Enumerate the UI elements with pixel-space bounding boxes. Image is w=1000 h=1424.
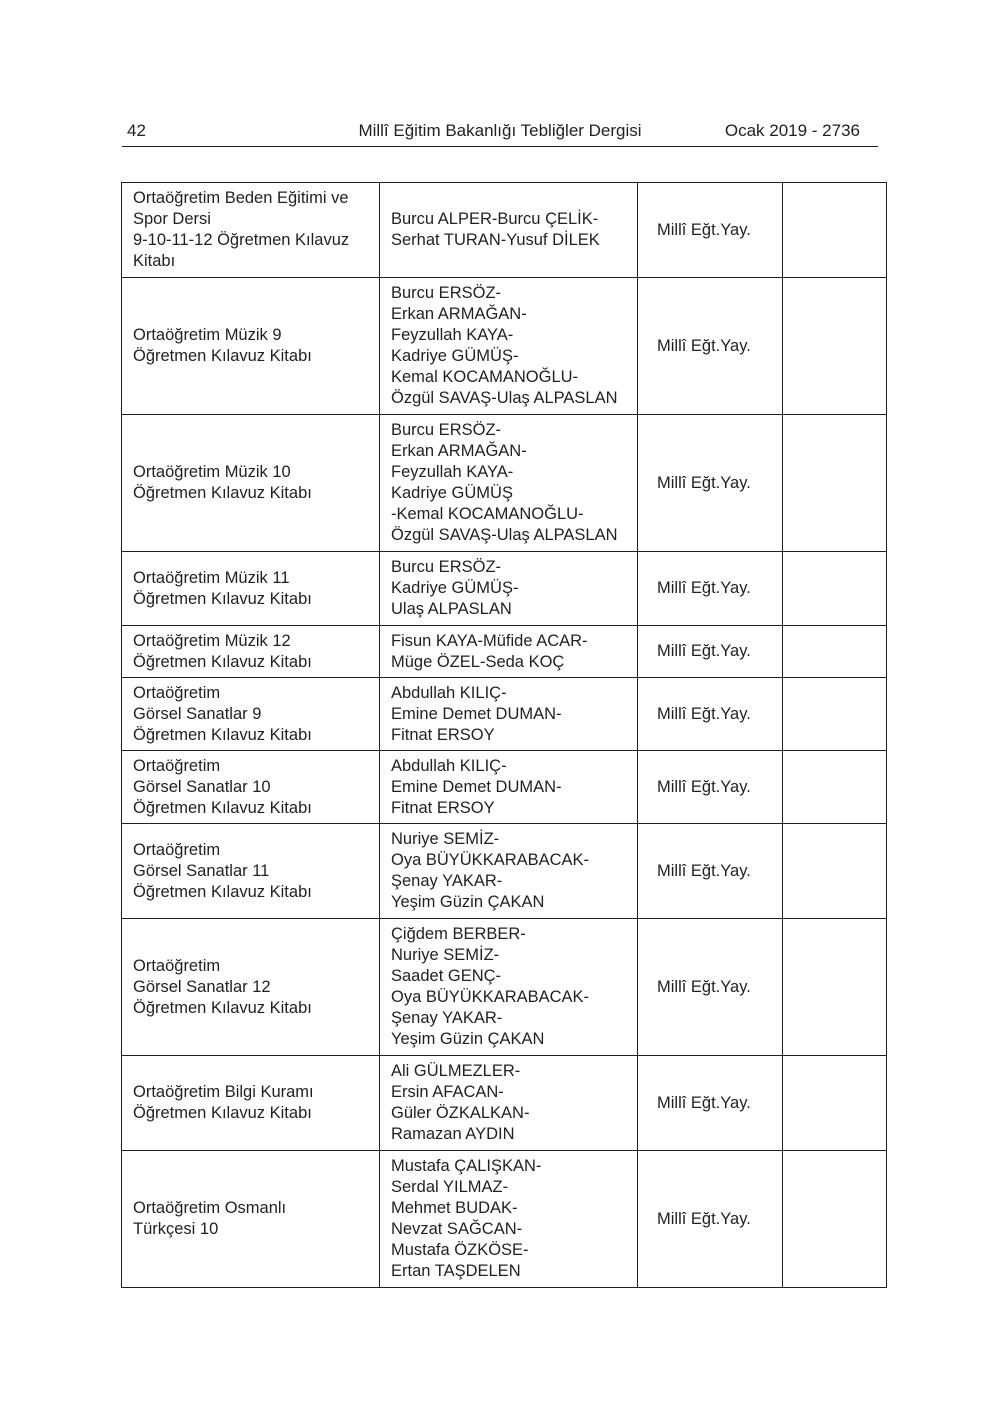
book-title-cell: Ortaöğretim Görsel Sanatlar 9 Öğretmen Kılavuz Kitabı <box>122 678 380 751</box>
publisher-cell: Millî Eğt.Yay. <box>638 1151 783 1288</box>
table-row <box>122 278 887 415</box>
publisher-cell: Millî Eğt.Yay. <box>638 824 783 919</box>
authors-cell: Burcu ERSÖZ- Erkan ARMAĞAN- Feyzullah KAYA- Kadriye GÜMÜŞ -Kemal KOCAMANOĞLU- Özgül SAVAŞ-Ulaş ALPASLAN <box>380 415 638 552</box>
page-number: 42 <box>127 121 146 140</box>
notes-cell <box>783 552 887 626</box>
table-row <box>122 626 887 678</box>
authors-cell: Burcu ERSÖZ- Erkan ARMAĞAN- Feyzullah KAYA- Kadriye GÜMÜŞ- Kemal KOCAMANOĞLU- Özgül SAVAŞ-Ulaş ALPASLAN <box>380 278 638 415</box>
notes-cell <box>783 824 887 919</box>
table-row <box>122 919 887 1056</box>
publisher-cell: Millî Eğt.Yay. <box>638 278 783 415</box>
authors-cell: Ali GÜLMEZLER- Ersin AFACAN- Güler ÖZKALKAN- Ramazan AYDIN <box>380 1056 638 1151</box>
book-title-cell: Ortaöğretim Görsel Sanatlar 10 Öğretmen Kılavuz Kitabı <box>122 751 380 824</box>
table-body <box>122 183 887 1288</box>
book-title-cell: Ortaöğretim Müzik 12 Öğretmen Kılavuz Kitabı <box>122 626 380 678</box>
book-title-cell: Ortaöğretim Beden Eğitimi ve Spor Dersi 9-10-11-12 Öğretmen Kılavuz Kitabı <box>122 183 380 278</box>
publisher-cell: Millî Eğt.Yay. <box>638 919 783 1056</box>
book-title-cell: Ortaöğretim Görsel Sanatlar 11 Öğretmen Kılavuz Kitabı <box>122 824 380 919</box>
publisher-cell: Millî Eğt.Yay. <box>638 415 783 552</box>
authors-cell: Abdullah KILIÇ- Emine Demet DUMAN- Fitnat ERSOY <box>380 751 638 824</box>
notes-cell <box>783 751 887 824</box>
table-row <box>122 751 887 824</box>
header-divider <box>122 146 878 147</box>
table-row <box>122 678 887 751</box>
publisher-cell: Millî Eğt.Yay. <box>638 552 783 626</box>
notes-cell <box>783 678 887 751</box>
notes-cell <box>783 183 887 278</box>
notes-cell <box>783 415 887 552</box>
book-title-cell: Ortaöğretim Osmanlı Türkçesi 10 <box>122 1151 380 1288</box>
authors-cell: Çiğdem BERBER- Nuriye SEMİZ- Saadet GENÇ- Oya BÜYÜKKARABACAK- Şenay YAKAR- Yeşim Güzin ÇAKAN <box>380 919 638 1056</box>
authors-cell: Abdullah KILIÇ- Emine Demet DUMAN- Fitnat ERSOY <box>380 678 638 751</box>
authors-cell: Mustafa ÇALIŞKAN- Serdal YILMAZ- Mehmet BUDAK- Nevzat SAĞCAN- Mustafa ÖZKÖSE- Ertan TAŞDELEN <box>380 1151 638 1288</box>
book-title-cell: Ortaöğretim Bilgi Kuramı Öğretmen Kılavuz Kitabı <box>122 1056 380 1151</box>
issue-date: Ocak 2019 - 2736 <box>724 121 860 140</box>
notes-cell <box>783 278 887 415</box>
authors-cell: Burcu ALPER-Burcu ÇELİK- Serhat TURAN-Yusuf DİLEK <box>380 183 638 278</box>
book-title-cell: Ortaöğretim Müzik 9 Öğretmen Kılavuz Kitabı <box>122 278 380 415</box>
publisher-cell: Millî Eğt.Yay. <box>638 1056 783 1151</box>
notes-cell <box>783 626 887 678</box>
notes-cell <box>783 1151 887 1288</box>
publisher-cell: Millî Eğt.Yay. <box>638 183 783 278</box>
publisher-cell: Millî Eğt.Yay. <box>638 751 783 824</box>
notes-cell <box>783 1056 887 1151</box>
authors-cell: Burcu ERSÖZ- Kadriye GÜMÜŞ- Ulaş ALPASLAN <box>380 552 638 626</box>
table-row <box>122 415 887 552</box>
book-title-cell: Ortaöğretim Müzik 10 Öğretmen Kılavuz Kitabı <box>122 415 380 552</box>
authors-cell: Fisun KAYA-Müfide ACAR- Müge ÖZEL-Seda KOÇ <box>380 626 638 678</box>
table-row <box>122 1151 887 1288</box>
table-row <box>122 183 887 278</box>
publisher-cell: Millî Eğt.Yay. <box>638 678 783 751</box>
book-title-cell: Ortaöğretim Görsel Sanatlar 12 Öğretmen Kılavuz Kitabı <box>122 919 380 1056</box>
book-title-cell: Ortaöğretim Müzik 11 Öğretmen Kılavuz Kitabı <box>122 552 380 626</box>
page-header <box>122 118 878 144</box>
textbook-table <box>121 182 887 1288</box>
table-row <box>122 1056 887 1151</box>
journal-title: Millî Eğitim Bakanlığı Tebliğler Dergisi <box>358 121 642 140</box>
notes-cell <box>783 919 887 1056</box>
table-row <box>122 824 887 919</box>
authors-cell: Nuriye SEMİZ- Oya BÜYÜKKARABACAK- Şenay YAKAR- Yeşim Güzin ÇAKAN <box>380 824 638 919</box>
table-row <box>122 552 887 626</box>
publisher-cell: Millî Eğt.Yay. <box>638 626 783 678</box>
